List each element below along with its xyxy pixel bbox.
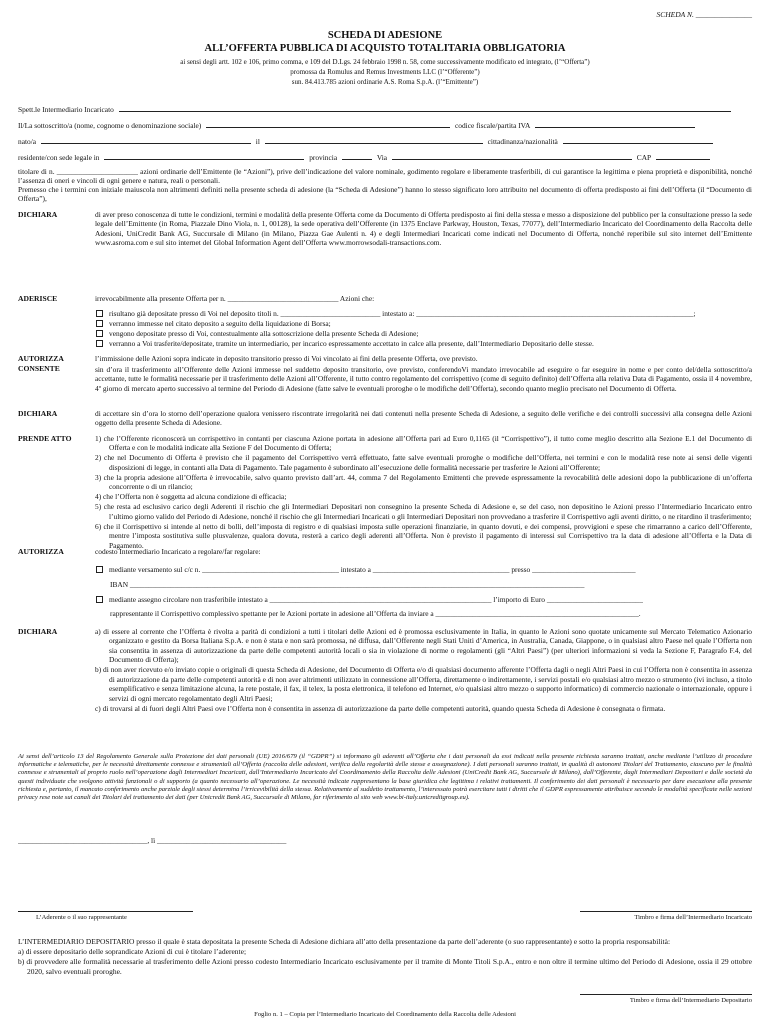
dichiara-label-2: DICHIARA bbox=[18, 409, 58, 418]
dichiara-text-1: di aver preso conoscenza di tutte le condizioni, termini e modalità della presente Offerta come da Documento di Offerta predisposto ai fini della stessa e messo a disposizione del pubblico per la consultazione presso la sede legale dell’Emittente (in Roma, Piazzale Dino Viola, n. 1, 00128), la sede operativa dell’Offerente (in 1375 Enclave Parkway, Houston, Texas, 77077), dell’Intermediario Incaricato del Coordinamento della Raccolta delle Adesioni, UniCredit Bank AG, Succursale di Milano (in Milano, Piazza Gae Aulenti n. 4) e degli Intermediari Incaricati come indicati nel Documento di Offerta, nonché reperibile sul sito internet dell’Emittente www.asroma.com e sul sito internet del Global Information Agent dell’Offerta www.morrowsodali-transactions.com. bbox=[95, 210, 752, 248]
dichiara-item: a) di essere al corrente che l’Offerta è rivolta a parità di condizioni a tutti i titolari delle Azioni ed è promossa esclusivamente in Italia, in quanto le Azioni sono quotate unicamente sul Mercato Telematico Azionario organizzato e gestito da Borsa Italiana S.p.A. e non è stata e non sarà promossa, né diffusa, dall’Offerente negli Stati Uniti d’America, in Australia, Canada, Giappone, o in qualsiasi altro Paese nel quale l’Offerta non sia consentita in assenza di autorizzazione da parte delle competenti autorità locali o sia in violazione di norme o regolamenti (gli “Altri Paesi”) (per ulteriori informazioni si veda la Sezione F, Paragrafo F.4, del Documento di Offerta); bbox=[95, 627, 752, 665]
title-line-1: SCHEDA DI ADESIONE bbox=[327, 30, 443, 41]
autorizza-label-1: AUTORIZZA bbox=[18, 354, 64, 363]
via-label: Via bbox=[376, 153, 388, 162]
codice-fiscale-label: codice fiscale/partita IVA bbox=[455, 121, 530, 130]
prende-atto-item: 2) che nel Documento di Offerta è previsto che il pagamento del Corrispettivo verrà effettuato, fatte salve eventuali proroghe o modifiche dell’Offerta, nei termini e con le modalità rese note ai sensi delle vigenti disposizioni di legge, in contanti alla Data di Pagamento. Tale pagamento è subordinato all’esecuzione delle formalità necessarie per trasferire le Azioni all’Offerente; bbox=[95, 453, 752, 472]
sottoscritto-input[interactable] bbox=[206, 120, 450, 128]
prende-atto-label: PRENDE ATTO bbox=[18, 434, 72, 443]
iban-field[interactable]: IBAN ___________________________________________________________________________________________________________________________ bbox=[110, 580, 585, 589]
premesso-paragraph: Premesso che i termini con iniziale maiuscola non altrimenti definiti nella presente scheda di adesione (la “Scheda di Adesione”) hanno lo stesso significato loro attribuito nel documento di offerta predisposto ai fini dell’Offerta (il “Documento di Offerta”), bbox=[18, 185, 752, 204]
cittadinanza-input[interactable] bbox=[563, 136, 713, 144]
aderisce-option-4: verranno a Voi trasferite/depositate, tramite un intermediario, per incarico espressamente accettato in calce alla presente, dall’Intermediario Depositario delle stesse. bbox=[96, 339, 752, 348]
codice-fiscale-input[interactable] bbox=[535, 120, 695, 128]
signature-label-depositario: Timbro e firma dell’Intermediario Depositario bbox=[629, 997, 752, 1004]
signature-label-aderente: L’Aderente o il suo rappresentante bbox=[36, 914, 127, 921]
invio-field[interactable]: rappresentante il Corrispettivo complessivo spettante per le Azioni portate in adesione all’Offerta da inviare a _______________________________________________________. bbox=[110, 609, 641, 618]
subtitle-line-1: ai sensi degli artt. 102 e 106, primo comma, e 109 del D.Lgs. 24 febbraio 1998 n. 58, come successivamente modificato ed integrato, (l’“Offerta”) bbox=[180, 58, 590, 66]
intermediario-item: b) di provvedere alle formalità necessarie al trasferimento delle Azioni presso codesto Intermediario Incaricato esclusivamente per il tramite di Monte Titoli S.p.A., entro e non oltre il termine ultimo del Periodo di Adesione, ossia il 29 ottobre 2020, salvo eventuali proroghe. bbox=[18, 957, 752, 976]
cittadinanza-label: cittadinanza/nazionalità bbox=[487, 137, 558, 146]
autorizza-text-2: codesto Intermediario Incaricato a regolare/far regolare: bbox=[95, 547, 261, 556]
checkbox[interactable] bbox=[96, 320, 103, 327]
signature-line-depositario[interactable] bbox=[580, 994, 752, 995]
prende-atto-item: 4) che l’Offerta non è soggetta ad alcuna condizione di efficacia; bbox=[95, 492, 287, 502]
versamento-option: mediante versamento sul c/c n. _____________________________________ intestato a _____________________________________ presso ____________________________ bbox=[96, 565, 752, 574]
checkbox[interactable] bbox=[96, 310, 103, 317]
aderisce-label: ADERISCE bbox=[18, 294, 58, 303]
subtitle-line-2: promossa da Romulus and Remus Investments LLC (l’“Offerente”) bbox=[290, 68, 480, 76]
data-nascita-input[interactable] bbox=[265, 136, 483, 144]
aderisce-text: irrevocabilmente alla presente Offerta per n. ______________________________ Azioni che: bbox=[95, 294, 375, 303]
dichiara-item: b) di non aver ricevuto e/o inviato copie o originali di questa Scheda di Adesione, del Documento di Offerta e/o di qualsiasi documento afferente l’Offerta dagli o negli Altri Paesi in cui l’Offerta non è consentita in assenza di autorizzazione da parte delle competenti autorità e di non aver altrimenti utilizzato in connessione all’Offerta, direttamente o indirettamente, i servizi postali e/o qualsiasi altro mezzo o strumento (ivi incluso, a titolo esemplificativo e senza limitazione alcuna, la rete postale, il fax, il telex, la posta elettronica, il telefono ed Internet, e/o qualsiasi altro mezzo o supporto informatico) di commercio nazionale o internazionale, oppure i servizi di ogni mercato regolamentato degli Altri Paesi; bbox=[95, 665, 752, 703]
autorizza-text-1: l’immissione delle Azioni sopra indicate in deposito transitorio presso di Voi vincolato ai fini della presente Offerta, ove previsto. bbox=[95, 354, 478, 363]
nato-label: nato/a bbox=[18, 137, 37, 146]
provincia-input[interactable] bbox=[342, 152, 372, 160]
via-input[interactable] bbox=[392, 152, 632, 160]
consente-label: CONSENTE bbox=[18, 364, 60, 373]
luogo-data-field[interactable]: ___________________________________, lì ___________________________________ bbox=[18, 836, 287, 845]
intermediario-label: Spett.le Intermediario Incaricato bbox=[18, 105, 114, 114]
signature-line-incaricato[interactable] bbox=[580, 911, 752, 912]
aderisce-option-1: risultano già depositate presso di Voi nel deposito titoli n. ___________________________ intestato a: ___________________________________________________________________________; bbox=[96, 309, 752, 318]
checkbox[interactable] bbox=[96, 330, 103, 337]
cap-input[interactable] bbox=[656, 152, 710, 160]
nato-input[interactable] bbox=[41, 136, 251, 144]
aderisce-option-2: verranno immesse nel citato deposito a seguito della liquidazione di Borsa; bbox=[96, 319, 752, 328]
dichiara-label-1: DICHIARA bbox=[18, 210, 58, 219]
subtitle-line-3: sun. 84.413.785 azioni ordinarie A.S. Roma S.p.A. (l’“Emittente”) bbox=[291, 78, 479, 86]
consente-text: sin d’ora il trasferimento all’Offerente delle Azioni immesse nel suddetto deposito transitorio, ove previsto, conferendoVi mandato irrevocabile ad eseguire o far eseguire in nome e per conto del/della sottoscritto/a accettante, tutte le formalità necessarie per il trasferimento delle Azioni all’Offerente, il tutto contro regolamento del corrispettivo (come di seguito definito) dell’Offerta alla relativa Data di Pagamento, ossia il 4 novembre, 4º giorno di mercato aperto successivo al termine del Periodo di Adesione (fatte salve le eventuali proroghe o le modifiche dell’Offerta), secondo quanto meglio precisato nel Documento di Offerta. bbox=[95, 365, 752, 393]
il-label: il bbox=[255, 137, 260, 146]
signature-line-aderente[interactable] bbox=[18, 911, 193, 912]
intermediario-input[interactable] bbox=[119, 104, 731, 112]
prende-atto-item: 5) che resta ad esclusivo carico degli Aderenti il rischio che gli Intermediari Depositari non consegnino la presente Scheda di Adesione e, se del caso, non depositino le Azioni presso l’Intermediario Incaricato entro l’ultimo giorno valido del Periodo di Adesione, nonché il rischio che gli Intermediari Incaricati o gli Intermediari Depositari non provvedano a trasferire il Corrispettivo agli aventi diritto, o ne ritardino il trasferimento; bbox=[95, 502, 752, 521]
aderisce-option-3: vengono depositate presso di Voi, contestualmente alla sottoscrizione della presente Scheda di Adesione; bbox=[96, 329, 752, 338]
nascita-field-row bbox=[18, 136, 752, 146]
intermediario-depositario-text: L’INTERMEDIARIO DEPOSITARIO presso il quale è stata depositata la presente Scheda di Adesione dichiara all’atto della presentazione da parte dell’aderente (o suo rappresentante) e sotto la propria responsabilità: bbox=[18, 937, 671, 946]
cap-label: CAP bbox=[636, 153, 651, 162]
prende-atto-item: 3) che la propria adesione all’Offerta è irrevocabile, salvo quanto previsto dall’art. 44, comma 7 del Regolamento Emittenti che prevede espressamente la revocabilità delle adesioni dopo la pubblicazione di un’offerta concorrente o di un rilancio; bbox=[95, 472, 752, 492]
prende-atto-item: 6) che il Corrispettivo si intende al netto di bolli, dell’imposta di registro e di qualsiasi imposta sulle operazioni finanziarie, in quanto dovuti, e dei compensi, provvigioni e spese che rimarranno a carico dell’Offerente, mentre l’imposta sostitutiva sulle plusvalenze, qualora dovuta, resterà a carico degli aderenti all’Offerta. Non è previsto il pagamento di interessi sul Corrispettivo tra la data di adesione all’Offerta e la Data di Pagamento. bbox=[95, 521, 752, 550]
dichiara-item: c) di trovarsi al di fuori degli Altri Paesi ove l’Offerta non è consentita in assenza di autorizzazione da parte delle competenti autorità, quando questa Scheda di Adesione è consegnata o firmata. bbox=[95, 703, 666, 713]
dichiara-list-3 bbox=[95, 627, 752, 714]
sottoscritto-field-row bbox=[18, 120, 752, 130]
dichiara-text-2: di accettare sin d’ora lo storno dell’operazione qualora venissero riscontrate irregolarità nei dati contenuti nella presente Scheda di Adesione, a seguito delle verifiche e dei controlli successivi alla consegna delle Azioni oggetto della presente Scheda di Adesione. bbox=[95, 409, 752, 428]
autorizza-label-2: AUTORIZZA bbox=[18, 547, 64, 556]
prende-atto-list bbox=[95, 434, 752, 551]
checkbox[interactable] bbox=[96, 596, 103, 603]
scheda-number: SCHEDA N. _______________ bbox=[656, 10, 752, 19]
intermediario-item: a) di essere depositario delle soprandicate Azioni di cui è titolare l’aderente; bbox=[18, 947, 247, 956]
sottoscritto-label: Il/La sottoscritto/a (nome, cognome o denominazione sociale) bbox=[18, 121, 202, 130]
residente-label: residente/con sede legale in bbox=[18, 153, 100, 162]
residenza-field-row bbox=[18, 152, 752, 162]
prende-atto-item: 1) che l’Offerente riconoscerà un corrispettivo in contanti per ciascuna Azione portata in adesione all’Offerta pari ad Euro 0,1165 (il “Corrispettivo”), il tutto come meglio descritto alla Sezione E.1 del Documento di Offerta e con le modalità indicate alla Sezione F del Documento di Offerta; bbox=[95, 434, 752, 453]
checkbox[interactable] bbox=[96, 340, 103, 347]
privacy-notice: Ai sensi dell’articolo 13 del Regolamento Generale sulla Protezione dei dati personali (UE) 2016/679 (il “GDPR”) si informano gli aderenti all’Offerta che i dati personali da essi indicati nella presente richiesta saranno trattati, anche mediante l’utilizzo di procedure informatiche e telematiche, per le necessità direttamente connesse e strumentali all’Offerta (raccolta delle adesioni, verifica della regolarità delle stesse e assegnazione). I dati personali saranno trattati, in qualità di autonomi Titolari del Trattamento, ciascuno per le finalità connesse e strumentali al proprio ruolo nell’operazione dagli Intermediari Incaricati, dall’Intermediario Incaricato del Coordinamento della Raccolta delle Adesioni (UniCredit Bank AG, Succursale di Milano), dall’Offerente, dagli Intermediari Depositari e dalle società da questi individuate che svolgono attività funzionali o di supporto (a quanto necessario all’operazione. Le necessità indicate rappresentano la base giuridica che legittima i relativi trattamenti. Il conferimento dei dati personali è necessario per dare esecuzione alla presente richiesta e, pertanto, il mancato conferimento anche parziale degli stessi determina l’irricevibilità della stessa. Relativamente al suddetto trattamento, l’interessato potrà esercitare tutti i diritti che il GDPR espressamente attribuisce secondo le modalità specificate nelle sezioni privacy rese note sui canali dei Titolari del trattamento dei dati (per Unicredit Bank AG, Succursale di Milano, far riferimento al sito web www.bi-italy.unicreditgroup.eu). bbox=[18, 753, 752, 802]
provincia-label: provincia bbox=[309, 153, 338, 162]
signature-label-incaricato: Timbro e firma dell’Intermediario Incaricato bbox=[634, 914, 752, 921]
residente-input[interactable] bbox=[104, 152, 304, 160]
intermediario-field-row bbox=[18, 104, 752, 114]
page-footer: Foglio n. 1 – Copia per l’Intermediario Incaricato del Coordinamento della Raccolta delle Adesioni bbox=[254, 1011, 516, 1018]
checkbox[interactable] bbox=[96, 566, 103, 573]
title-line-2: ALL’OFFERTA PUBBLICA DI ACQUISTO TOTALITARIA OBBLIGATORIA bbox=[204, 43, 566, 54]
assegno-option: mediante assegno circolare non trasferibile intestato a ____________________________________________________________ l’importo di Euro __________________________ bbox=[96, 595, 752, 604]
dichiara-label-3: DICHIARA bbox=[18, 627, 58, 636]
intermediario-depositario-list bbox=[18, 947, 752, 977]
titolare-paragraph: titolare di n. ______________________ azioni ordinarie dell’Emittente (le “Azioni”), prive dell’indicazione del valore nominale, godimento regolare e liberamente trasferibili, di cui garantisce la legittima e piena proprietà e disponibilità, nonché l’assenza di oneri e vincoli di ogni genere e natura, reali o personali. bbox=[18, 167, 752, 186]
